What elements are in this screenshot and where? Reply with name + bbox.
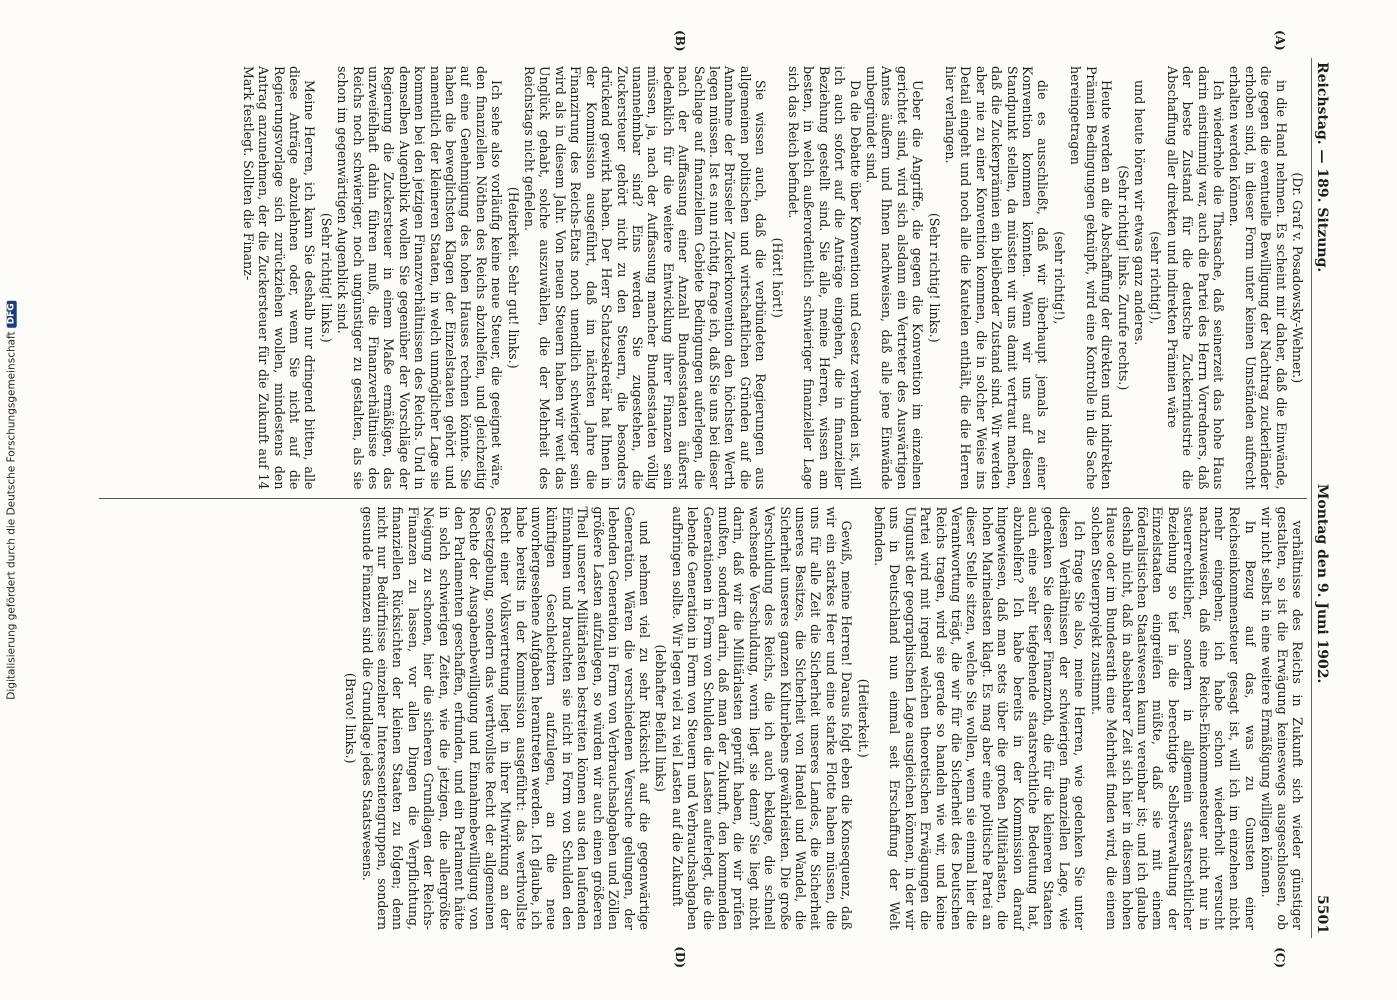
left-column-paragraph: Da die Debatte über Konvention und Gesetz verbunden ist, will ich auch sofort auf die Anträge eingehen, die in finanzieller Beziehung gestellt sind. Sie alle, meine Herren, wissen am besten, in welch außerordentlich schwieriger finanzieller Lage sich das Reich befindet. [786,66,863,490]
right-column-paragraph: Gewiß, meine Herren! Daraus folgt eben die Konsequenz, daß wir ein starkes Heer und eine starke Flotte haben müssen, die uns für alle Zeit die Sicherheit unseres Landes, die Sicherheit unseres Besitzes, die Sicherheit von Handel und Wandel, die Sicherheit unseres ganzen Kulturlebens gewährleisten. Die große Verschuldung des Reichs, die ich auch beklage, die schnell wachsende Verschuldung, worin liegt sie denn? Sie liegt nicht darin, daß wir die Militärlasten geprüft haben, die wir prüfen mußten, sondern darin, daß man der Zukunft, den kommenden Generationen in Form von Schulden die Lasten auferlegt, die die lebende Generation in Form von Steuern und Verbrauchsabgaben aufbringen sollte. Wir legen viel zu viel Lasten auf die Zukunft [669,506,855,930]
page-header [1311,58,1340,938]
right-column-paragraph: (Heiterkeit.) [855,678,871,758]
marker-b: (B) [673,30,687,52]
left-column-paragraph: (Sehr richtig! links.) [926,212,942,343]
page-number: 5501 [1314,895,1330,934]
header-session: — 189. Sitzung. [1314,149,1330,273]
left-column-paragraph: (Hört! hört!) [769,237,785,318]
left-column-paragraph: Meine Herren, ich kann Sie deshalb nur dringend bitten, alle diese Anträge abzulehnen oder, wenn Sie nicht auf die Regierungsvorlage sich zurückziehen wollen, mindestens den Antrag anzunehmen, der die Zuckersteuer für die Zukunft auf 14 Mark festlegt. Sollten die Finanz- [240,66,318,490]
left-column-paragraph: in die Hand nehmen. Es scheint mir daher, daß die Einwände, die gegen die eventuelle Bewilligung der Nachtrag zuckerländer erhoben sind, in dieser Form unter keinen Umständen aufrecht erhalten werden können. [1227,66,1289,490]
left-column-paragraph: (Sehr richtig! links.) [318,212,334,343]
marker-c: (C) [1273,947,1287,968]
right-column-paragraph: Ich frage Sie also, meine Herren, wie gedenken Sie unter diesen Verhältnissen der schwierigen finanziellen Lage, wie gedenken Sie dieser Finanznoth, die für die kleineren Staaten auch eine sehr tiefgehende staatsrechtliche Bedeutung hat, abzuhelfen? Ich habe bereits in der Kommission darauf hingewiesen, daß man stets über die großen Militärlasten, die hohen Marinelasten klagt. Es mag aber eine politische Partei an dieser Stelle sitzen, welche Sie wollen, wenn sie einmal hier die Verantwortung trägt, die wir für die Sicherheit des Deutschen Reichs tragen, wird sie gerade so handeln wie wir, und keine Partei wird mit irgend welchen theoretischen Erwägungen die Ungunst der geographischen Lage ausgleichen können, in der wir uns in Deutschland nun einmal seit Erschaffung der Welt befinden. [872,506,1088,930]
left-column-paragraph: Ueber die Angriffe, die gegen die Konvention im einzelnen gerichtet sind, wird sich alsdann ein Vertreter des Auswärtigen Amtes äußern und Ihnen nachweisen, daß alle jene Einwände unbegründet sind. [864,66,926,490]
funding-note [4,0,20,1000]
dfg-logo: DFG [7,300,17,327]
text-columns [99,30,1307,968]
marker-d: (D) [673,946,687,968]
header-title: Reichstag. [1314,62,1330,145]
left-column-paragraph: (Dr. Graf v. Posadowsky-Wehner.) [1290,172,1305,384]
left-column-paragraph: Sie wissen auch, daß die verbündeten Regierungen aus allgemeinen politischen und wirtschaftlichen Gründen auf die Annahme der Brüsseler Zuckerkonvention den höchsten Werth legen müssen. Ist es nun richtig, frage ich, daß Sie uns bei dieser Sachlage auf finanziellem Gebiete Bedingungen auferlegen, die nach der Auffassung einer Anzahl Bundesstaaten äußerst bedenklich für die weitere Entwicklung ihrer Finanzen sein müssen, ja, nach der Auffassung mancher Bundesstaaten völlig unannehmbar sind? Eins werden Sie zugestehen, die Zuckersteuer gehört nicht zu den Steuern, die besonders drückend gewirkt haben. Der Herr Schatzsekretär hat Ihnen in der Kommission ausgeführt, daß im nächsten Jahre die Finanzirung des Reichs-Etats noch unendlich schwieriger sein wird als in diesem Jahr. Von neuen Steuern haben wir weit das Unglück gehabt, solche auszuwählen, die der Mehrheit des Reichstags nicht gefielen. [522,66,769,490]
right-column-paragraph: In Bezug auf das, was zu Gunsten einer Reichseinkommensteuer gesagt ist, will ich im einzelnen nicht mehr eingehen; ich habe schon wiederholt versucht nachzuweisen, daß eine Reichs-Einkommensteuer nicht nur in steuerrechtlicher, sondern in allgemein staatsrechtlicher Beziehung so tief in die berechtigte Selbstverwaltung der Einzelstaaten eingreifen müßte, daß sie mit einem föderalistischen Staatswesen kaum vereinbar ist; und ich glaube deshalb nicht, daß in absehbarer Zeit sich hier in diesem hohen Hause oder im Bundesrath eine Mehrheit finden wird, die einem solchen Steuerprojekt zustimmt. [1088,506,1258,930]
right-column [99,498,1307,968]
left-column-paragraph: (sehr richtig!), [1148,231,1164,325]
left-column-paragraph: die es ausschließt, daß wir überhaupt jemals zu einer Konvention kommen könnten. Wenn wir uns auf diesen Standpunkt stellen, da müssten wir uns damit vertraut machen, daß die Zuckerprämien ein bleibender Zustand sind. Wir werden aber nie zu einer Konvention kommen, die in solcher Weise ins Detail eingeht und noch alle die Kautelen enthält, die die Herren hier verlangen. [943,66,1051,490]
funding-note-text: Digitalisierung gefördert durch die Deutsche Forschungsgemeinschaft [6,331,18,700]
header-left [1314,62,1330,272]
right-column-paragraph: (Bravo! links.) [343,672,359,764]
left-column [99,30,1307,498]
left-column-paragraph: Ich sehe also vorläufig keine neue Steuer, die geeignet wäre, den finanziellen Nöthen des Reichs abzuhelfen, und gleichzeitig auf eine Genehmigung des hohen Hauses rechnen könnte. Sie haben die beweglichsten Klagen der Einzelstaaten gehört und namentlich der kleineren Staaten, in welch unmöglicher Lage sie kommen bei den jetzigen Finanzverhältnissen des Reichs. Und in demselben Augenblick wollen Sie gegenüber der Vorschläge der Regierung die Zuckersteuer in einem Maße ermäßigen, das unzweifelhaft dahin führen muß, die Finanzverhältnisse des Reichs noch schwieriger, noch ungünstiger zu gestalten, als sie schon im gegenwärtigen Augenblick sind. [335,66,505,490]
right-column-paragraph: (lebhafter Beifall links) [653,644,669,792]
left-column-paragraph: Heute werden an die Abschaffung der direkten und indirekten Prämien Bedingungen geknüpft, wird eine Kontrolle in die Sache hereingetragen [1068,66,1115,490]
left-column-paragraph: (Sehr richtig! links. Zurufe rechts.) [1115,165,1131,391]
marker-a: (A) [1273,30,1287,51]
left-column-paragraph: (Heiterkeit. Sehr gut! links.) [505,186,521,369]
left-column-paragraph: Ich wiederhole die Thatsache, daß seinerzeit das hohe Haus darin einstimmig war, auch die Partei des Herrn Vorredners, daß der beste Zustand für die deutsche Zuckerindustrie die Abschaffung aller direkten und indirekten Prämien wäre [1164,66,1226,490]
scanned-page [100,30,1340,968]
page-frame [100,30,1340,968]
right-column-paragraph: verhältnisse des Reichs in Zukunft sich wieder günstiger gestalten, so ist die Erwägung keineswegs ausgeschlossen, ob wir nicht selbst in eine weitere Ermäßigung willigen können. [1259,506,1305,930]
left-column-paragraph: (sehr richtig!), [1051,231,1067,325]
left-column-paragraph: und heute hören wir etwas ganz anderes. [1131,80,1147,346]
header-date: Montag den 9. Juni 1902. [1314,483,1330,684]
right-column-paragraph: und nehmen viel zu sehr Rücksicht auf die gegenwärtige Generation. Wären die verschiedenen Versuche gelungen, der lebenden Generation in Form von Verbrauchsabgaben und Zöllen größere Lasten aufzulegen, so würden wir auch einen größeren Theil unserer Militärlasten bestreiten können aus den laufenden Einnahmen und brauchten sie nicht in Form von Schulden den künftigen Geschlechtern aufzulegen, an die neue unvorhergesehene Aufgaben herantreten werden. Ich glaube, ich habe bereits in der Kommission ausgeführt: das werthvollste Recht einer Volksvertretung liegt in ihrer Mitwirkung an der Gesetzgebung, sondern das werthvollste Recht der allgemeinen Rechte der Ausgabenbewilligung und Einnahmebewilligung von den Parlamenten geschaffen, erfunden, und ein Parlament hätte in solch schwierigen Zeiten, wie die jetzigen, die allergrößte Neigung zu schonen, hier die sicheren Grundlagen der Reichs-Finanzen zu lassen, vor allen Dingen die Verpflichtung, finanziellen Rücksichten der kleinen Staaten zu folgen; denn nicht nur Bedürfnisse einzelner Interessentengruppen, sondern gesunde Finanzen sind die Grundlage jedes Staatswesens. [359,506,652,930]
